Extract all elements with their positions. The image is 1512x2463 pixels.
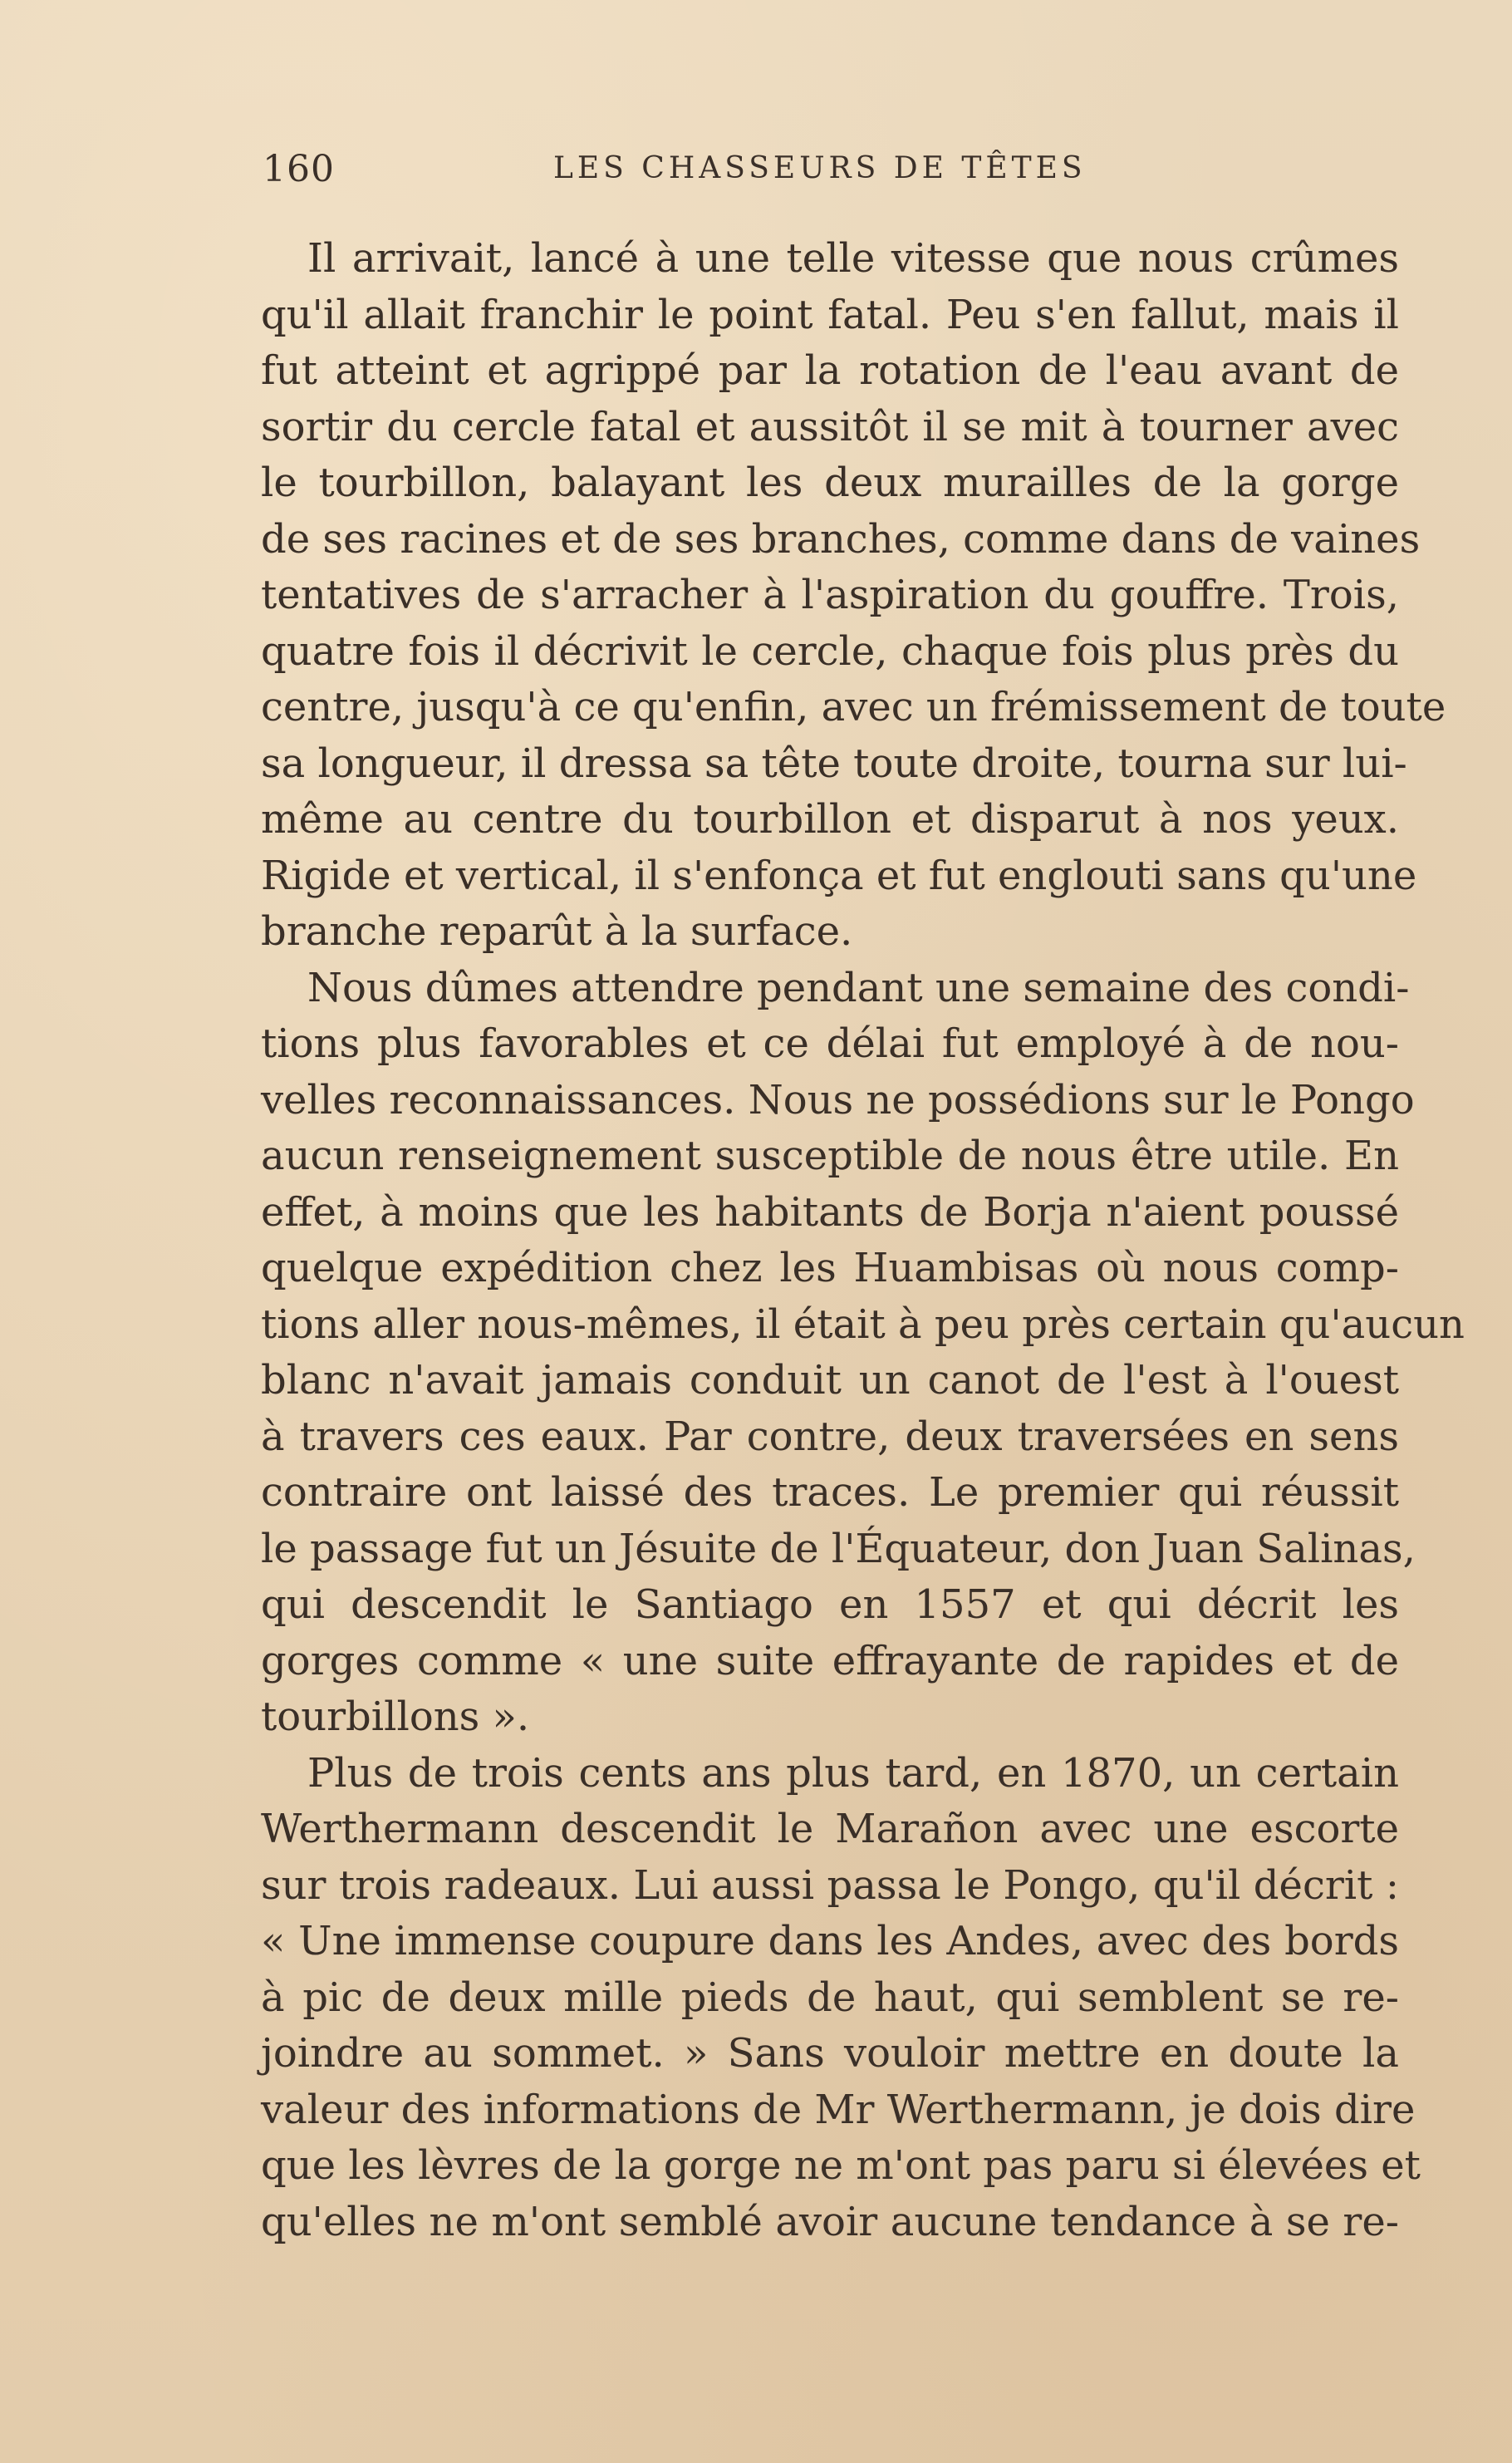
text-line: Werthermann descendit le Marañon avec une escorte [261, 1806, 1399, 1852]
text-line: Il arrivait, lancé à une telle vitesse que nous crûmes [307, 235, 1399, 282]
text-line: quelque expédition chez les Huambisas où nous comp- [261, 1245, 1399, 1291]
text-line: à travers ces eaux. Par contre, deux traversées en sens [261, 1413, 1399, 1460]
text-line: à pic de deux mille pieds de haut, qui semblent se re- [261, 1974, 1399, 2021]
text-line: tions plus favorables et ce délai fut employé à de nou- [261, 1020, 1399, 1067]
text-line: gorges comme « une suite effrayante de rapides et de [261, 1637, 1399, 1684]
running-title: LES CHASSEURS DE TÊTES [553, 151, 1087, 185]
text-line: tentatives de s'arracher à l'aspiration du gouffre. Trois, [261, 572, 1399, 618]
text-line: « Une immense coupure dans les Andes, avec des bords [261, 1918, 1399, 1964]
text-line: le tourbillon, balayant les deux murailles de la gorge [261, 460, 1399, 506]
text-line: joindre au sommet. » Sans vouloir mettre en doute la [261, 2030, 1399, 2077]
text-line: centre, jusqu'à ce qu'enfin, avec un frémissement de toute [261, 684, 1446, 730]
text-line: Nous dûmes attendre pendant une semaine des condi- [307, 964, 1410, 1011]
text-line: qui descendit le Santiago en 1557 et qui décrit les [261, 1581, 1399, 1628]
text-line: Rigide et vertical, il s'enfonça et fut englouti sans qu'une [261, 852, 1417, 899]
text-line: même au centre du tourbillon et disparut à nos yeux. [261, 796, 1399, 843]
paragraph [261, 1746, 1421, 2251]
text-line: fut atteint et agrippé par la rotation de l'eau avant de [261, 347, 1399, 394]
text-line: le passage fut un Jésuite de l'Équateur, don Juan Salinas, [261, 1525, 1416, 1572]
text-line: contraire ont laissé des traces. Le premier qui réussit [261, 1469, 1399, 1516]
text-line: que les lèvres de la gorge ne m'ont pas paru si élevées et [261, 2142, 1421, 2189]
text-line: sortir du cercle fatal et aussitôt il se mit à tourner avec [261, 403, 1399, 450]
text-line: effet, à moins que les habitants de Borja n'aient poussé [261, 1188, 1399, 1236]
page-number: 160 [263, 148, 335, 190]
text-line: de ses racines et de ses branches, comme dans de vaines [261, 515, 1421, 563]
paragraph [261, 961, 1465, 1746]
text-line: sa longueur, il dressa sa tête toute droite, tourna sur lui- [261, 740, 1407, 787]
text-line: sur trois radeaux. Lui aussi passa le Pongo, qu'il décrit : [261, 1861, 1399, 1909]
text-line: quatre fois il décrivit le cercle, chaque fois plus près du [261, 627, 1399, 675]
text-line: valeur des informations de Mr Werthermann, je dois dire [261, 2086, 1416, 2133]
running-head [263, 148, 1401, 194]
text-line: tions aller nous-mêmes, il était à peu près certain qu'aucun [261, 1300, 1465, 1348]
body-text [261, 231, 1465, 2250]
paragraph [261, 231, 1446, 961]
text-line: qu'il allait franchir le point fatal. Peu s'en fallut, mais il [261, 291, 1399, 338]
text-line: branche reparût à la surface. [261, 908, 853, 955]
text-line: blanc n'avait jamais conduit un canot de l'est à l'ouest [261, 1357, 1399, 1404]
text-line: qu'elles ne m'ont semblé avoir aucune tendance à se re- [261, 2198, 1399, 2245]
text-line: Plus de trois cents ans plus tard, en 1870, un certain [307, 1749, 1399, 1797]
text-line: velles reconnaissances. Nous ne possédions sur le Pongo [261, 1076, 1415, 1123]
text-line: aucun renseignement susceptible de nous être utile. En [261, 1133, 1399, 1179]
text-line: tourbillons ». [261, 1694, 530, 1740]
